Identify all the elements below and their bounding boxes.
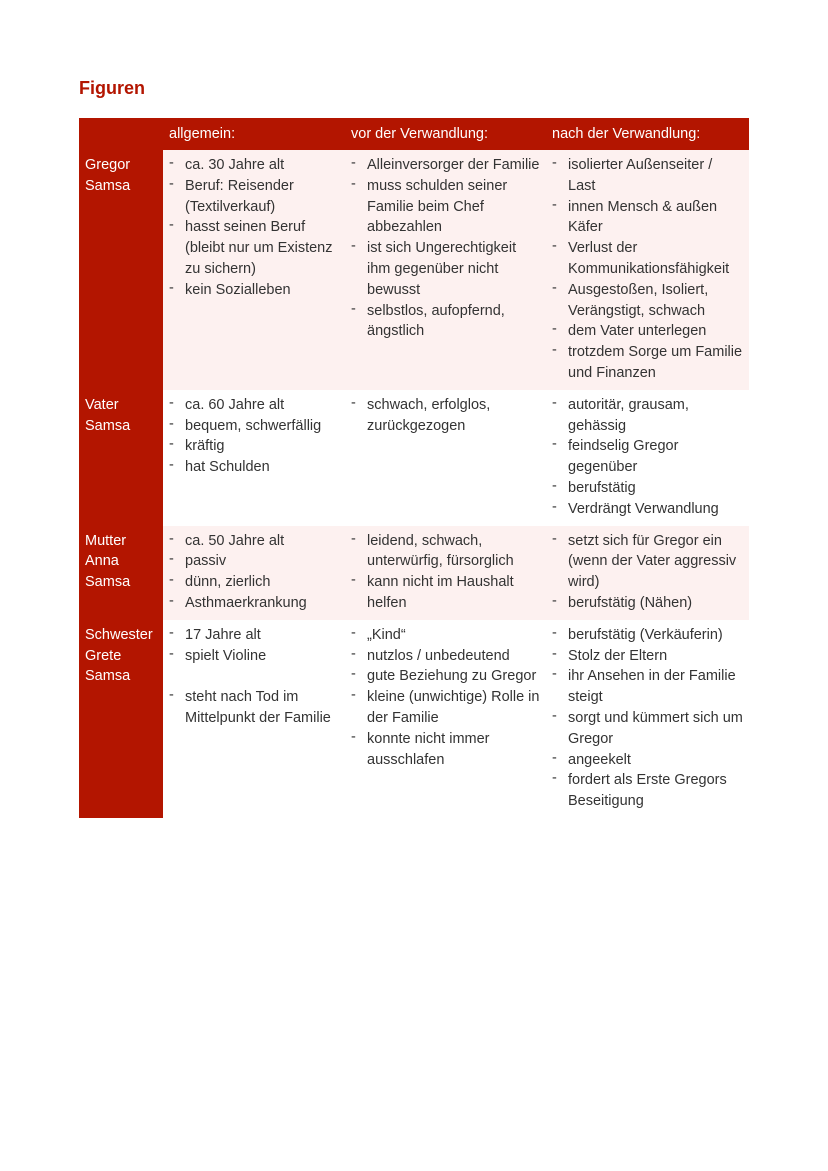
list-item: - 17 Jahre alt xyxy=(169,625,339,646)
list-item: - berufstätig xyxy=(552,478,743,499)
list-item: - ihr Ansehen in der Familie steigt xyxy=(552,666,743,708)
list-item: - kann nicht im Haushalt helfen xyxy=(351,572,540,614)
list-item: - innen Mensch & außen Käfer xyxy=(552,197,743,239)
character-name-mutter xyxy=(79,526,163,620)
schwester-nach xyxy=(546,620,749,818)
name-line: Vater xyxy=(85,396,119,413)
name-line: Schwester xyxy=(85,626,153,643)
list-item: - bequem, schwerfällig xyxy=(169,416,339,437)
list-item: - ca. 50 Jahre alt xyxy=(169,531,339,552)
mutter-allgemein xyxy=(163,526,345,620)
name-line: Anna xyxy=(85,553,119,570)
vater-vor xyxy=(345,390,546,526)
table-row-gregor xyxy=(79,150,749,390)
list-item: - selbstlos, aufopfernd, ängstlich xyxy=(351,301,540,343)
list-item: - kein Sozialleben xyxy=(169,280,339,301)
header-nach-verwandlung: nach der Verwandlung: xyxy=(546,118,749,150)
list-item: - trotzdem Sorge um Familie und Finanzen xyxy=(552,342,743,384)
gregor-nach xyxy=(546,150,749,390)
mutter-vor xyxy=(345,526,546,620)
header-name-cell xyxy=(79,118,163,150)
gregor-allgemein xyxy=(163,150,345,390)
list-item: - Alleinversorger der Familie xyxy=(351,155,540,176)
list-item: - berufstätig (Nähen) xyxy=(552,593,743,614)
name-line: Grete xyxy=(85,647,122,664)
name-line: Samsa xyxy=(85,668,131,685)
list-item: - hasst seinen Beruf (bleibt nur um Existenz zu sichern) xyxy=(169,217,339,279)
name-line: Samsa xyxy=(85,574,131,591)
character-name-vater xyxy=(79,390,163,526)
name-line: Samsa xyxy=(85,177,131,194)
list-item: - dem Vater unterlegen xyxy=(552,321,743,342)
character-name-schwester xyxy=(79,620,163,818)
vater-nach xyxy=(546,390,749,526)
figuren-table xyxy=(79,118,749,818)
list-item: - leidend, schwach, unterwürfig, fürsorglich xyxy=(351,531,540,573)
list-item: - sorgt und kümmert sich um Gregor xyxy=(552,708,743,750)
list-item: - steht nach Tod im Mittelpunkt der Familie xyxy=(169,687,339,729)
list-item: - hat Schulden xyxy=(169,457,339,478)
list-item: - kräftig xyxy=(169,436,339,457)
list-item: - spielt Violine xyxy=(169,646,339,667)
vater-allgemein xyxy=(163,390,345,526)
list-item: - konnte nicht immer ausschlafen xyxy=(351,729,540,771)
list-item: - Asthmaerkrankung xyxy=(169,593,339,614)
list-item: - kleine (unwichtige) Rolle in der Familie xyxy=(351,687,540,729)
table-header-row xyxy=(79,118,749,150)
table-row-vater xyxy=(79,390,749,526)
list-item: - ca. 60 Jahre alt xyxy=(169,395,339,416)
list-item: - Verlust der Kommunikationsfähigkeit xyxy=(552,238,743,280)
name-line: Mutter xyxy=(85,532,127,549)
gregor-vor xyxy=(345,150,546,390)
list-item: - setzt sich für Gregor ein (wenn der Vater aggressiv wird) xyxy=(552,531,743,593)
list-item: - feindselig Gregor gegenüber xyxy=(552,436,743,478)
mutter-nach xyxy=(546,526,749,620)
list-item: - nutzlos / unbedeutend xyxy=(351,646,540,667)
list-item: - autoritär, grausam, gehässig xyxy=(552,395,743,437)
list-item: - Ausgestoßen, Isoliert, Verängstigt, schwach xyxy=(552,280,743,322)
list-item: - schwach, erfolglos, zurückgezogen xyxy=(351,395,540,437)
schwester-allgemein xyxy=(163,620,345,818)
name-line: Gregor xyxy=(85,157,131,173)
list-item: - fordert als Erste Gregors Beseitigung xyxy=(552,770,743,812)
table-row-mutter xyxy=(79,526,749,620)
list-item: - angeekelt xyxy=(552,750,743,771)
schwester-vor xyxy=(345,620,546,818)
list-item: - ist sich Ungerechtigkeit ihm gegenüber nicht bewusst xyxy=(351,238,540,300)
list-item: - gute Beziehung zu Gregor xyxy=(351,666,540,687)
character-name-gregor xyxy=(79,150,163,390)
name-line: Samsa xyxy=(85,417,131,434)
list-item: - muss schulden seiner Familie beim Chef abbezahlen xyxy=(351,176,540,238)
list-item: - Beruf: Reisender (Textilverkauf) xyxy=(169,176,339,218)
page-title: Figuren xyxy=(79,78,145,98)
list-item: - isolierter Außenseiter / Last xyxy=(552,155,743,197)
list-item: - Verdrängt Verwandlung xyxy=(552,499,743,520)
list-item: - passiv xyxy=(169,551,339,572)
list-item: - „Kind“ xyxy=(351,625,540,646)
header-allgemein: allgemein: xyxy=(163,118,345,150)
list-item: - Stolz der Eltern xyxy=(552,646,743,667)
list-item: - dünn, zierlich xyxy=(169,572,339,593)
list-item: - berufstätig (Verkäuferin) xyxy=(552,625,743,646)
header-vor-verwandlung: vor der Verwandlung: xyxy=(345,118,546,150)
list-item: - ca. 30 Jahre alt xyxy=(169,155,339,176)
table-row-schwester xyxy=(79,620,749,818)
